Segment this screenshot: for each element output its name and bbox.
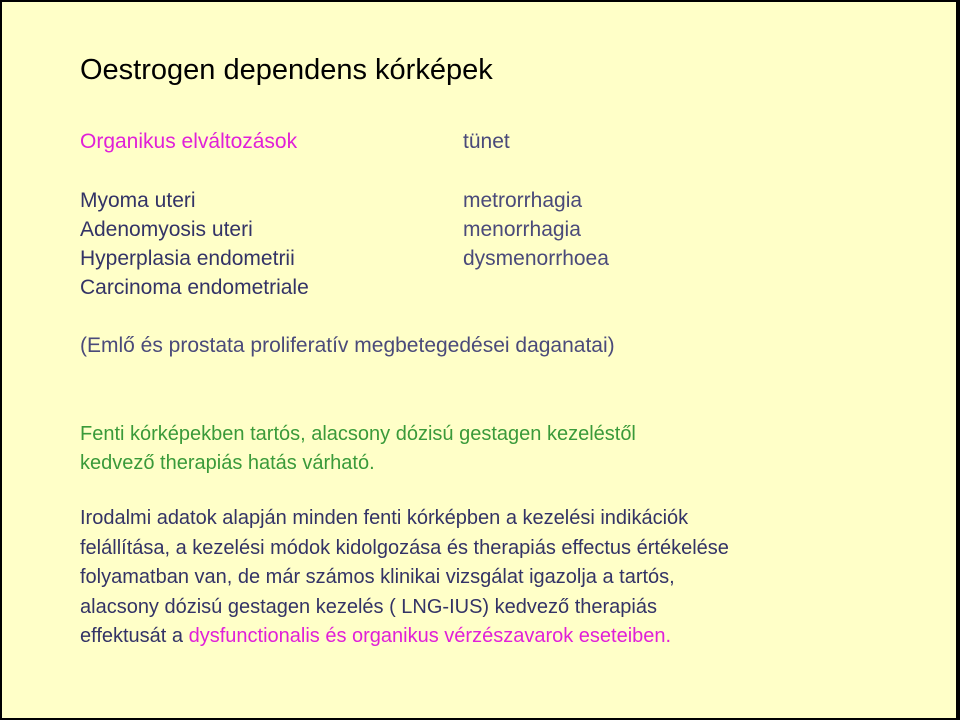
- text-line: Fenti kórképekben tartós, alacsony dózisú gestagen kezeléstől: [80, 423, 636, 445]
- list-item: Adenomyosis uteri: [80, 218, 253, 241]
- right-column-heading: tünet: [463, 130, 510, 153]
- left-column-heading: Organikus elváltozások: [80, 130, 298, 153]
- slide-title: Oestrogen dependens kórképek: [80, 54, 493, 86]
- list-item: menorrhagia: [463, 218, 581, 241]
- symptoms-list: [463, 186, 609, 273]
- list-item: metrorrhagia: [463, 189, 583, 212]
- text-line: folyamatban van, de már számos klinikai vizsgálat igazolja a tartós,: [80, 566, 675, 588]
- text-line: Irodalmi adatok alapján minden fenti kórképben a kezelési indikációk: [80, 507, 689, 529]
- organic-lesions-list: [80, 186, 309, 302]
- text-line: alacsony dózisú gestagen kezelés ( LNG-IUS) kedvező therapiás: [80, 595, 657, 618]
- therapy-expectation-text: [80, 420, 636, 478]
- literature-paragraph: [80, 504, 900, 652]
- note-text: (Emlő és prostata proliferatív megbetegedései daganatai): [80, 334, 615, 357]
- list-item: dysmenorrhoea: [463, 247, 609, 270]
- text-prefix: effektusát a: [80, 625, 189, 647]
- text-line: kedvező therapiás hatás várható.: [80, 452, 375, 474]
- list-item: Carcinoma endometriale: [80, 276, 309, 299]
- slide: [2, 2, 956, 718]
- text-line: felállítása, a kezelési módok kidolgozása és therapiás effectus értékelése: [80, 536, 729, 559]
- list-item: Myoma uteri: [80, 189, 196, 212]
- list-item: Hyperplasia endometrii: [80, 247, 295, 270]
- highlighted-text: dysfunctionalis és organikus vérzészavarok eseteiben.: [188, 625, 672, 647]
- text-line-last: [80, 622, 900, 652]
